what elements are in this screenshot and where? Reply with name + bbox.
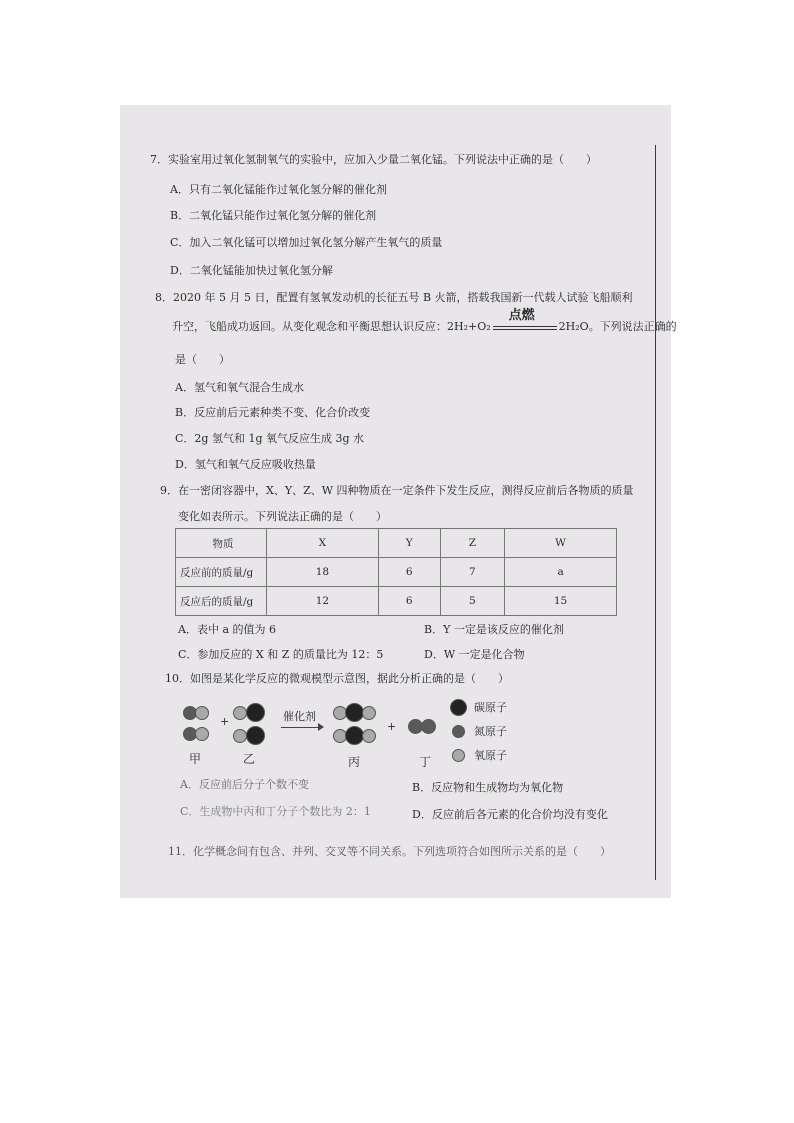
nitrogen-atom-legend-icon [452,725,465,738]
q8-line2-post: 。下列说法正确的 [588,320,677,333]
table-cell: 反应前的质量/g [176,558,267,587]
table-cell: 5 [440,587,505,616]
table-cell: Z [440,529,505,558]
table-cell: 15 [505,587,617,616]
q7-stem: 7．实验室用过氧化氢制氧气的实验中，应加入少量二氧化锰。下列说法中正确的是（ ） [150,153,597,166]
label-yi: 乙 [243,752,256,766]
q7-option-a: A．只有二氧化锰能作过氧化氢分解的催化剂 [170,183,387,196]
q8-eq-arrow [491,308,559,334]
q8-eq-condition: 点燃 [508,308,535,323]
q9-option-a: A．表中 a 的值为 6 [178,623,276,636]
legend-nitrogen: 氮原子 [474,725,507,738]
page-edge-line [655,145,656,880]
mass-table [175,528,617,616]
plus-sign: + [220,715,230,728]
q7-option-c: C．加入二氧化锰可以增加过氧化氢分解产生氧气的质量 [170,236,443,249]
q8-eq-left: 2H₂+O₂ [447,320,491,333]
legend-oxygen: 氧原子 [474,749,507,762]
q8-option-b: B．反应前后元素种类不变、化合价改变 [175,406,371,419]
q11-stem: 11．化学概念间有包含、并列、交叉等不同关系。下列选项符合如图所示关系的是（ ） [168,845,611,858]
label-bing: 丙 [348,755,361,769]
oxygen-atom [233,706,247,720]
q8-line2-pre: 升空，飞船成功返回。从变化观念和平衡思想认识反应： [172,320,447,333]
label-ding: 丁 [419,755,432,769]
q7-option-b: B．二氧化锰只能作过氧化氢分解的催化剂 [170,209,377,222]
table-cell: 6 [378,587,440,616]
table-cell: 12 [267,587,379,616]
table-cell: 反应后的质量/g [176,587,267,616]
q8-option-d: D．氢气和氧气反应吸收热量 [175,458,316,471]
q8-line3: 是（ ） [175,353,230,366]
arrow-head-icon [318,723,324,731]
table-cell: W [505,529,617,558]
oxygen-atom-legend-icon [452,749,465,762]
oxygen-atom [195,706,209,720]
q8-line2 [172,308,677,334]
table-cell: 7 [440,558,505,587]
table-header-row [176,529,617,558]
table-cell: 6 [378,558,440,587]
nitrogen-atom [421,719,436,734]
table-cell: 18 [267,558,379,587]
q9-option-d: D．W 一定是化合物 [424,648,525,661]
table-row [176,558,617,587]
q8-line1: 8．2020 年 5 月 5 日，配置有氢氧发动机的长征五号 B 火箭，搭载我国新一代载人试验飞船顺利 [155,291,633,304]
legend-carbon: 碳原子 [474,701,507,714]
oxygen-atom [362,729,376,743]
reaction-arrow [281,727,321,728]
q8-eq-right: 2H₂O [558,320,589,333]
table-cell: a [505,558,617,587]
q10-option-b: B．反应物和生成物均为氧化物 [412,781,564,794]
q7-option-d: D．二氧化锰能加快过氧化氢分解 [170,264,333,277]
q9-option-c: C．参加反应的 X 和 Z 的质量比为 12：5 [178,648,384,661]
carbon-atom [246,703,265,722]
q8-option-a: A．氢气和氧气混合生成水 [175,381,304,394]
label-jia: 甲 [189,752,202,766]
oxygen-atom [233,729,247,743]
q8-option-c: C．2g 氢气和 1g 氧气反应生成 3g 水 [175,432,365,445]
q9-line2: 变化如表所示。下列说法正确的是（ ） [178,510,387,523]
carbon-atom-legend-icon [450,699,467,716]
catalyst-label: 催化剂 [283,710,316,723]
table-cell: Y [378,529,440,558]
q9-line1: 9．在一密闭容器中，X、Y、Z、W 四种物质在一定条件下发生反应，测得反应前后各物质的质量 [160,484,634,497]
q10-stem: 10．如图是某化学反应的微观模型示意图，据此分析正确的是（ ） [165,672,509,685]
q10-option-a: A．反应前后分子个数不变 [180,778,309,791]
carbon-atom [246,726,265,745]
oxygen-atom [195,727,209,741]
oxygen-atom [362,706,376,720]
q10-option-d: D．反应前后各元素的化合价均没有变化 [412,808,608,821]
q9-option-b: B．Y 一定是该反应的催化剂 [424,623,564,636]
table-row [176,587,617,616]
table-cell: 物质 [176,529,267,558]
table-cell: X [267,529,379,558]
plus-sign: + [387,720,397,733]
q10-option-c: C．生成物中丙和丁分子个数比为 2：1 [180,805,371,818]
